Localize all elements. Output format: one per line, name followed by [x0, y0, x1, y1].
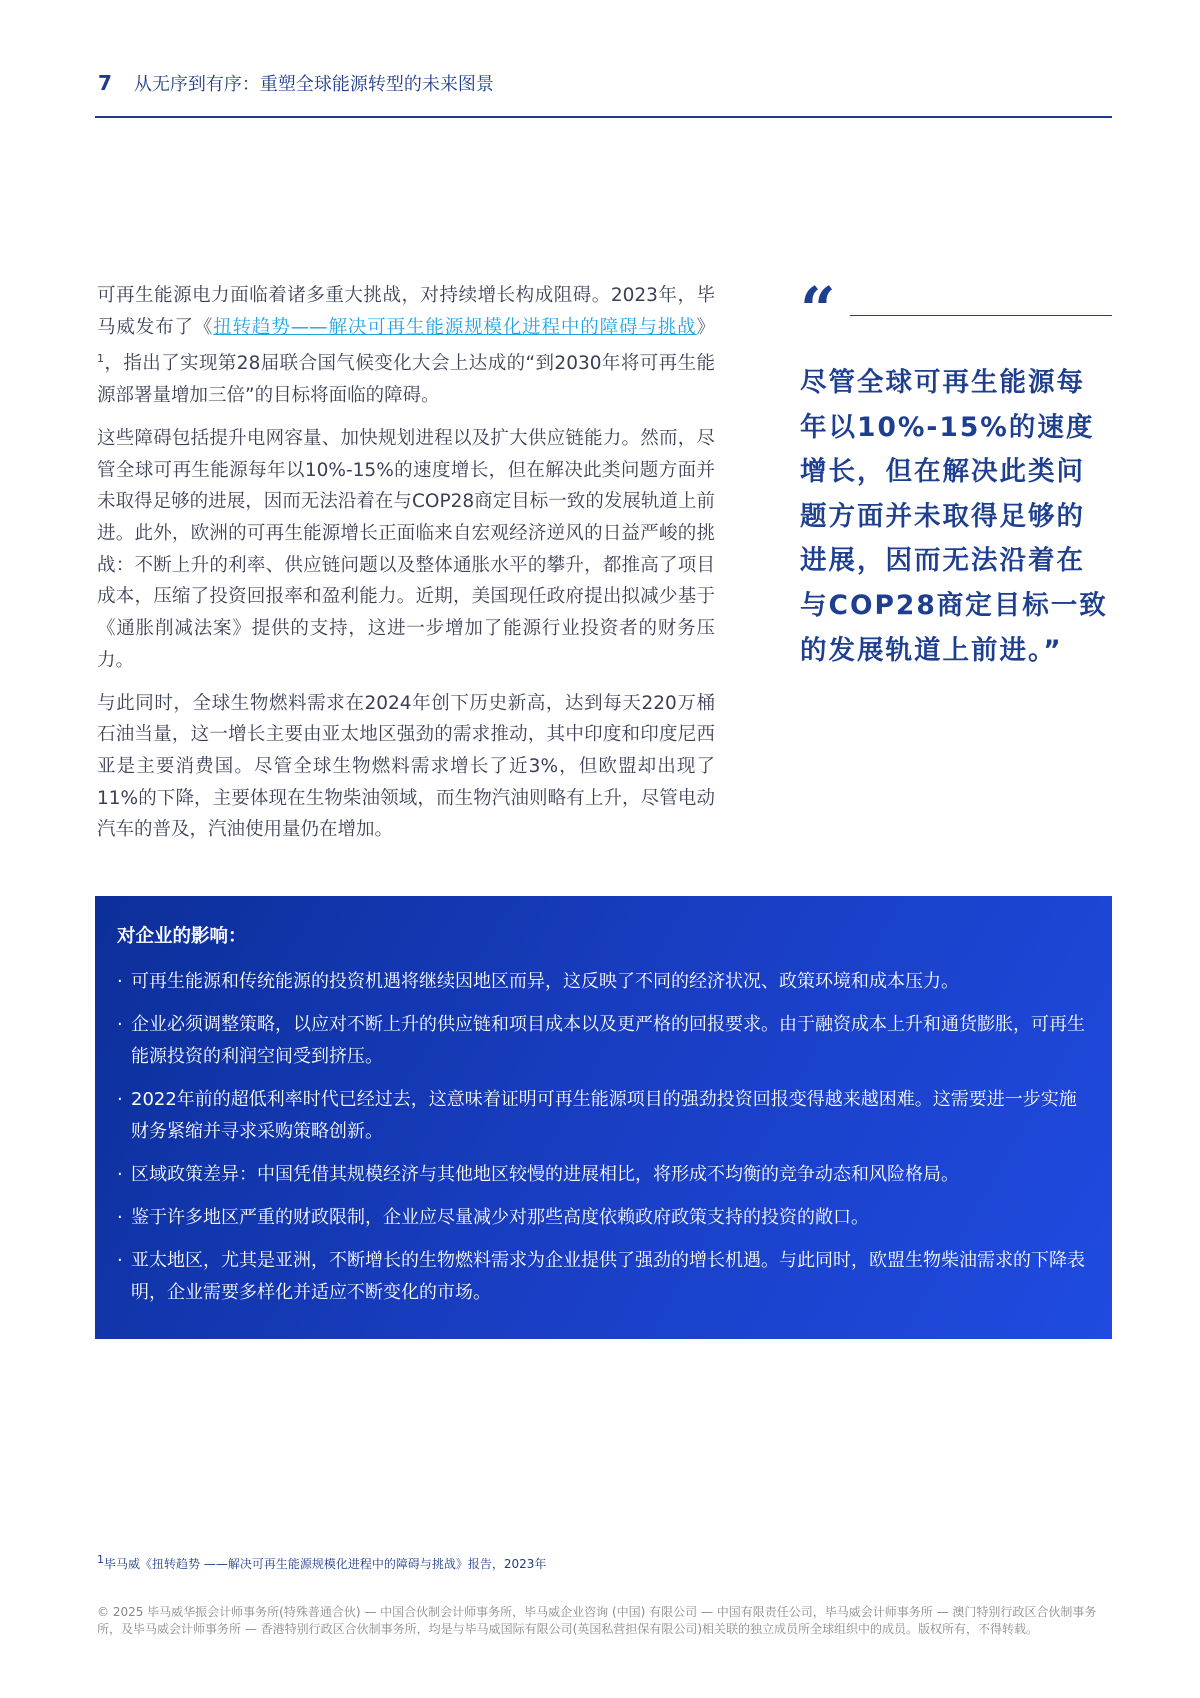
report-link[interactable]: 扭转趋势——解决可再生能源规模化进程中的障碍与挑战 — [213, 316, 697, 338]
bullet: · — [117, 1014, 123, 1035]
paragraph-1 — [97, 280, 715, 412]
paragraph-1-text-a: 可再生能源电力面临着诸多重大挑战，对持续增长构成阻碍。2023年，毕马威发布了《 — [97, 285, 715, 338]
paragraph-1-text-c: ，指出了实现第28届联合国气候变化大会上达成的“到2030年将可再生能源部署量增加三倍”的目标将面临的障碍。 — [97, 353, 715, 407]
impact-list — [117, 966, 1088, 1309]
list-item — [117, 1245, 1088, 1309]
footnote — [97, 1553, 546, 1572]
list-item-text: 区域政策差异：中国凭借其规模经济与其他地区较慢的进展相比，将形成不均衡的竞争动态和风险格局。 — [131, 1164, 959, 1185]
list-item-text: 鉴于许多地区严重的财政限制，企业应尽量减少对那些高度依赖政府政策支持的投资的敞口。 — [131, 1207, 869, 1228]
list-item — [117, 1009, 1088, 1073]
list-item-text: 可再生能源和传统能源的投资机遇将继续因地区而异，这反映了不同的经济状况、政策环境和成本压力。 — [131, 971, 959, 992]
body-text — [97, 280, 715, 857]
list-item — [117, 1084, 1088, 1148]
bullet: · — [117, 971, 123, 992]
paragraph-1-text-b: 》 — [696, 316, 715, 338]
header-title: 从无序到有序：重塑全球能源转型的未来图景 — [133, 74, 494, 95]
list-item — [117, 1202, 1088, 1234]
page-header — [98, 70, 494, 96]
footnote-number: 1 — [97, 1553, 104, 1566]
bullet: · — [117, 1250, 123, 1271]
footnote-text: 毕马威《扭转趋势 ——解决可再生能源规模化进程中的障碍与挑战》报告，2023年 — [104, 1557, 547, 1571]
bullet: · — [117, 1164, 123, 1185]
quote-divider — [850, 315, 1112, 316]
paragraph-2: 这些障碍包括提升电网容量、加快规划进程以及扩大供应链能力。然而，尽管全球可再生能源每年以10%-15%的速度增长，但在解决此类问题方面并未取得足够的进展，因而无法沿着在与COP28商定目标一致的发展轨道上前进。此外，欧洲的可再生能源增长正面临来自宏观经济逆风的日益严峻的挑战：不断上升的利率、供应链问题以及整体通胀水平的攀升，都推高了项目成本，压缩了投资回报率和盈利能力。近期，美国现任政府提出拟减少基于《通胀削减法案》提供的支持，这进一步增加了能源行业投资者的财务压力。 — [97, 427, 715, 671]
footnote-ref[interactable]: 1 — [97, 352, 104, 366]
quote-mark-icon: “ — [800, 273, 836, 346]
bullet: · — [117, 1207, 123, 1228]
copyright-notice: © 2025 毕马威华振会计师事务所(特殊普通合伙) — 中国合伙制会计师事务所，毕马威企业咨询 (中国) 有限公司 — 中国有限责任公司，毕马威会计师事务所 — 澳门特别行政区合伙制事务所，及毕马威会计师事务所 — 香港特别行政区合伙制事务所，均是与毕马威国际有限公司(英国私营担保有限公司)相关联的独立成员所全球组织中的成员。版权所有，不得转载。 — [97, 1605, 1097, 1636]
list-item-text: 亚太地区，尤其是亚洲，不断增长的生物燃料需求为企业提供了强劲的增长机遇。与此同时，欧盟生物柴油需求的下降表明，企业需要多样化并适应不断变化的市场。 — [131, 1250, 1085, 1303]
bullet: · — [117, 1089, 123, 1110]
business-impact-box — [95, 896, 1112, 1339]
list-item-text: 企业必须调整策略，以应对不断上升的供应链和项目成本以及更严格的回报要求。由于融资成本上升和通货膨胀，可再生能源投资的利润空间受到挤压。 — [131, 1014, 1085, 1067]
pull-quote — [800, 273, 1112, 673]
paragraph-3: 与此同时，全球生物燃料需求在2024年创下历史新高，达到每天220万桶石油当量，这一增长主要由亚太地区强劲的需求推动，其中印度和印度尼西亚是主要消费国。尽管全球生物燃料需求增长了近3%，但欧盟却出现了11%的下降，主要体现在生物柴油领域，而生物汽油则略有上升，尽管电动汽车的普及，汽油使用量仍在增加。 — [97, 692, 715, 841]
header-divider — [95, 116, 1112, 118]
list-item — [117, 1159, 1088, 1191]
page-number: 7 — [98, 71, 112, 95]
impact-title: 对企业的影响： — [117, 926, 247, 947]
quote-text: 尽管全球可再生能源每年以10%-15%的速度增长，但在解决此类问题方面并未取得足够的进展，因而无法沿着在与COP28商定目标一致的发展轨道上前进。” — [800, 367, 1108, 666]
list-item-text: 2022年前的超低利率时代已经过去，这意味着证明可再生能源项目的强劲投资回报变得越来越困难。这需要进一步实施财务紧缩并寻求采购策略创新。 — [131, 1089, 1077, 1142]
list-item — [117, 966, 1088, 998]
